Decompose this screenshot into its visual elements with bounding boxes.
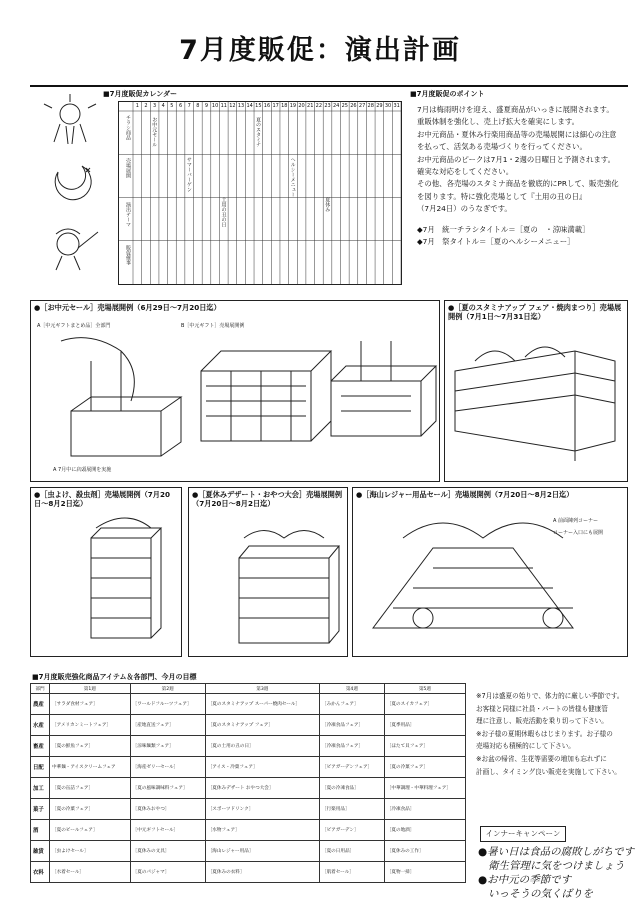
- points-line: 確実な対応をしてください。: [417, 167, 514, 177]
- table-row: [31, 820, 466, 841]
- table-cell: ［夏休みおやつ］: [130, 799, 205, 820]
- table-cell: ［サラダ食材フェア］: [50, 694, 131, 715]
- page-title: 7月度販促：演出計画: [179, 35, 461, 66]
- calendar-day: 28: [367, 103, 374, 109]
- dept-label: 農産: [31, 694, 50, 715]
- points-line: （7月24日）のうなぎです。: [417, 204, 512, 214]
- table-cell: ［スポーツドリンク］: [205, 799, 319, 820]
- calendar-day: 22: [315, 103, 323, 109]
- side-note-line: ※7月は盛夏の始りで、体力的に厳しい季節です。: [476, 692, 624, 700]
- side-note-line: お客様と同様に社員・パートの皆様も健康管: [476, 704, 608, 713]
- table-cell: ［涼味麺類フェア］: [130, 736, 205, 757]
- title-rule: [30, 85, 628, 87]
- calendar-day: 12: [229, 103, 236, 109]
- calendar-day: 5: [170, 103, 174, 109]
- table-cell: ［ビアガーデンフェア］: [319, 757, 384, 778]
- handwritten-line: ●お中元の季節です: [478, 874, 572, 886]
- panel-stamina: [444, 300, 628, 482]
- calendar-day: 13: [237, 103, 245, 109]
- table-cell: ［夏のスタミナアップ フェア］: [205, 715, 319, 736]
- dept-label: 畜産: [31, 736, 50, 757]
- handwritten-line: いっそうの気くばりを: [488, 888, 593, 900]
- panel-ochugen: [30, 300, 440, 482]
- calendar-header: ■7月度販促カレンダー: [103, 90, 178, 98]
- table-cell: ［産地直送フェア］: [130, 715, 205, 736]
- panel-leisure: [352, 487, 628, 657]
- points-line: お中元商品・夏休み行楽用商品等の売場展開には細心の注意: [417, 129, 617, 139]
- items-table-col-header: 第5週: [384, 684, 465, 694]
- panel-note: B［中元ギフト］売場展開例: [181, 323, 245, 329]
- festival-mascot-icon: [56, 229, 98, 270]
- table-cell: ［海産ゼリーセール］: [130, 757, 205, 778]
- calendar-row-label: チラシ商品: [125, 115, 131, 140]
- table-cell: ［みかんフェア］: [319, 694, 384, 715]
- side-note-line: 売場対応も積極的にして下さい。: [476, 742, 575, 751]
- table-cell: ［夏休みデザート おやつ大会］: [205, 778, 319, 799]
- dept-label: 雑貨: [31, 841, 50, 862]
- store-display-sketch: [353, 488, 627, 656]
- table-cell: ［夏の土用の丑の日］: [205, 736, 319, 757]
- table-row: [31, 715, 466, 736]
- table-cell: ［夏の鮮魚フェア］: [50, 736, 131, 757]
- store-display-sketch: [189, 488, 347, 656]
- items-table: [30, 683, 466, 883]
- table-cell: ［行楽用品］: [319, 799, 384, 820]
- table-cell: ［海山レジャー用品］: [205, 841, 319, 862]
- calendar-day: 23: [324, 103, 331, 109]
- dept-label: 水産: [31, 715, 50, 736]
- calendar-day: 11: [220, 103, 227, 109]
- sun-mascot-icon: [44, 94, 96, 144]
- table-cell: ［ビアガーデン］: [319, 820, 384, 841]
- moon-mascot-icon: [55, 166, 91, 200]
- table-cell: ［夏物一掃］: [384, 862, 465, 883]
- calendar-day: 3: [153, 103, 157, 109]
- calendar-day: 19: [289, 103, 297, 109]
- panel-note: A 前面陳列コーナー: [553, 518, 599, 524]
- handwritten-line: 衛生管理に気をつけましょう: [488, 860, 625, 872]
- points-line: 重販体制を強化し、売上げ拡大を確実にします。: [417, 117, 580, 127]
- calendar-day: 21: [307, 103, 314, 109]
- table-cell: ［夏の風味調味料フェア］: [130, 778, 205, 799]
- side-note-line: ※お盆の帰省、生花等需要の増加も忘れずに: [476, 754, 607, 763]
- store-display-sketch: [31, 301, 439, 481]
- table-cell: ［冷凍食品フェア］: [319, 736, 384, 757]
- table-cell: ［中元ギフトセール］: [130, 820, 205, 841]
- sales-calendar: [118, 101, 402, 285]
- table-cell: ［夏のスイカフェア］: [384, 694, 465, 715]
- calendar-day: 15: [255, 103, 262, 109]
- table-cell: ［夏の地酒］: [384, 820, 465, 841]
- side-note-line: ※お子様の夏期休暇もはじまります。お子様の: [476, 729, 613, 738]
- calendar-entry: 夏のスタミナ: [255, 117, 262, 147]
- points-item: ◆7月 統一チラシタイトル＝［夏の ・涼味満載］: [417, 224, 590, 234]
- dept-label: 加工: [31, 778, 50, 799]
- dept-label: 菓子: [31, 799, 50, 820]
- points-line: その他、各売場のスタミナ商品を徹底的にPRして、販売強化: [417, 179, 619, 189]
- calendar-row-label: 売場展開: [125, 158, 131, 179]
- items-table-header: ■7月度販売強化商品アイテム＆各部門、今月の目標: [32, 673, 197, 681]
- table-cell: ［夏のスタミナアップ スーパー焼肉セール］: [205, 694, 319, 715]
- calendar-day: 16: [263, 103, 271, 109]
- calendar-day: 8: [196, 103, 200, 109]
- table-cell: ［ほたて貝フェア］: [384, 736, 465, 757]
- campaign-title: インナーキャンペーン: [480, 826, 566, 842]
- table-cell: ［冷凍食品］: [384, 799, 465, 820]
- panel-title: ●［海山レジャー用品セール］売場展開例（7月20日〜8月2日迄）: [356, 490, 574, 499]
- table-cell: ［夏の缶詰フェア］: [50, 778, 131, 799]
- calendar-entry: ヘルシーメニュー: [289, 157, 296, 197]
- table-row: [31, 757, 466, 778]
- points-line: お中元商品のピークは7月1・2週の日曜日と予測されます。: [417, 154, 615, 164]
- calendar-day: 7: [187, 103, 191, 109]
- calendar-day: 4: [161, 103, 165, 109]
- calendar-day: 10: [211, 103, 219, 109]
- table-cell: ［アイス・冷菓フェア］: [205, 757, 319, 778]
- items-table-col-header: 第4週: [319, 684, 384, 694]
- calendar-day: 27: [358, 103, 366, 109]
- table-cell: ［アメリカンミートフェア］: [50, 715, 131, 736]
- table-cell: ［夏季用品］: [384, 715, 465, 736]
- calendar-day: 2: [144, 103, 148, 109]
- table-cell: ［夏休みの工作］: [384, 841, 465, 862]
- points-header: ■7月度販促のポイント: [410, 90, 485, 98]
- points-item: ◆7月 祭タイトル＝［夏のヘルシーメニュー］: [417, 237, 575, 247]
- panel-insecticide: [30, 487, 182, 657]
- panel-title: ●［虫よけ、殺虫剤］売場展開例（7月20日〜8月2日迄）: [34, 490, 170, 508]
- table-cell: ［夏の冷菓フェア］: [384, 757, 465, 778]
- handwritten-notes: [478, 845, 636, 901]
- table-cell: ［夏休みの文具］: [130, 841, 205, 862]
- table-row: [31, 694, 466, 715]
- points-line: を図ります。特に強化売場として『土用の丑の日』: [417, 191, 587, 201]
- calendar-day: 9: [204, 103, 209, 109]
- calendar-day: 17: [272, 103, 279, 109]
- table-cell: ［虫よけセール］: [50, 841, 131, 862]
- points-line: を払って、活気ある売場づくりを行ってください。: [417, 142, 587, 152]
- calendar-day: 31: [393, 103, 400, 109]
- table-row: [31, 778, 466, 799]
- table-cell: ［夏のビールフェア］: [50, 820, 131, 841]
- table-cell: ［中華調理・中華料理フェア］: [384, 778, 465, 799]
- calendar-day: 24: [332, 103, 340, 109]
- calendar-day: 30: [384, 103, 392, 109]
- handwritten-line: ●暑い日は食品の腐敗しがちです: [478, 846, 635, 858]
- calendar-day: 25: [341, 103, 348, 109]
- table-cell: ［夏の冷菓フェア］: [50, 799, 131, 820]
- panel-title: ●［夏のスタミナアップ フェア・焼肉まつり］売場展開例（7月1日〜7月31日迄）: [448, 303, 622, 321]
- table-cell: 中華麺・アイスクリームフェア: [50, 757, 131, 778]
- panel-note: コーナー入口にも展開: [553, 530, 604, 536]
- table-cell: ［肌着セール］: [319, 862, 384, 883]
- table-row: [31, 799, 466, 820]
- calendar-day: 14: [246, 103, 253, 109]
- calendar-row-label: 販促催事: [125, 244, 131, 265]
- side-notes: [476, 690, 636, 778]
- calendar-day: 1: [135, 103, 139, 109]
- side-note-line: 理に注意し、販売活動を乗り切って下さい。: [476, 717, 608, 726]
- panel-title: ●［お中元セール］売場展開例（6月29日〜7月20日迄）: [34, 303, 221, 312]
- calendar-entry: 夏休み: [324, 197, 331, 212]
- dept-label: 衣料: [31, 862, 50, 883]
- table-cell: ［夏の冷凍食品］: [319, 778, 384, 799]
- points-line: 7月は梅雨明けを迎え、盛夏商品がいっきに展開されます。: [417, 105, 614, 114]
- table-row: [31, 841, 466, 862]
- table-cell: ［ワールドフルーツフェア］: [130, 694, 205, 715]
- table-cell: ［夏休みの衣料］: [205, 862, 319, 883]
- items-table-col-header: 第3週: [205, 684, 319, 694]
- table-row: [31, 862, 466, 883]
- table-row: [31, 736, 466, 757]
- points-body: [417, 104, 632, 248]
- panel-note: A［中元ギフトまとめ品］全部門: [37, 323, 111, 329]
- store-display-sketch: [445, 301, 627, 481]
- calendar-day: 6: [178, 103, 183, 109]
- mascot-illustrations: [38, 94, 108, 274]
- panel-title: ●［夏休みデザート・おやつ大会］売場展開例（7月20日〜8月2日迄）: [192, 490, 343, 508]
- calendar-day: 18: [281, 103, 288, 109]
- table-cell: ［夏のパジャマ］: [130, 862, 205, 883]
- calendar-entry: 土用の丑の日: [220, 197, 227, 227]
- calendar-day: 29: [376, 103, 383, 109]
- table-cell: ［夏の日用品］: [319, 841, 384, 862]
- table-cell: ［水物フェア］: [205, 820, 319, 841]
- panel-note: A 7月中に店頭展開を実施: [53, 467, 112, 473]
- dept-label: 酒: [31, 820, 50, 841]
- calendar-entry: お中元セール: [151, 117, 158, 147]
- side-note-line: 計画し、タイミング良い販売を実施して下さい。: [476, 767, 621, 776]
- panel-dessert: [188, 487, 348, 657]
- calendar-entry: サマーバーゲン: [185, 157, 192, 192]
- dept-label: 日配: [31, 757, 50, 778]
- table-cell: ［冷凍食品フェア］: [319, 715, 384, 736]
- items-table-col-header: 部門: [31, 684, 50, 694]
- calendar-day: 26: [350, 103, 357, 109]
- items-table-col-header: 第1週: [50, 684, 131, 694]
- store-display-sketch: [31, 488, 181, 656]
- calendar-row-label: 演出テーマ: [125, 201, 131, 227]
- table-cell: ［水着セール］: [50, 862, 131, 883]
- calendar-day: 20: [298, 103, 305, 109]
- items-table-col-header: 第2週: [130, 684, 205, 694]
